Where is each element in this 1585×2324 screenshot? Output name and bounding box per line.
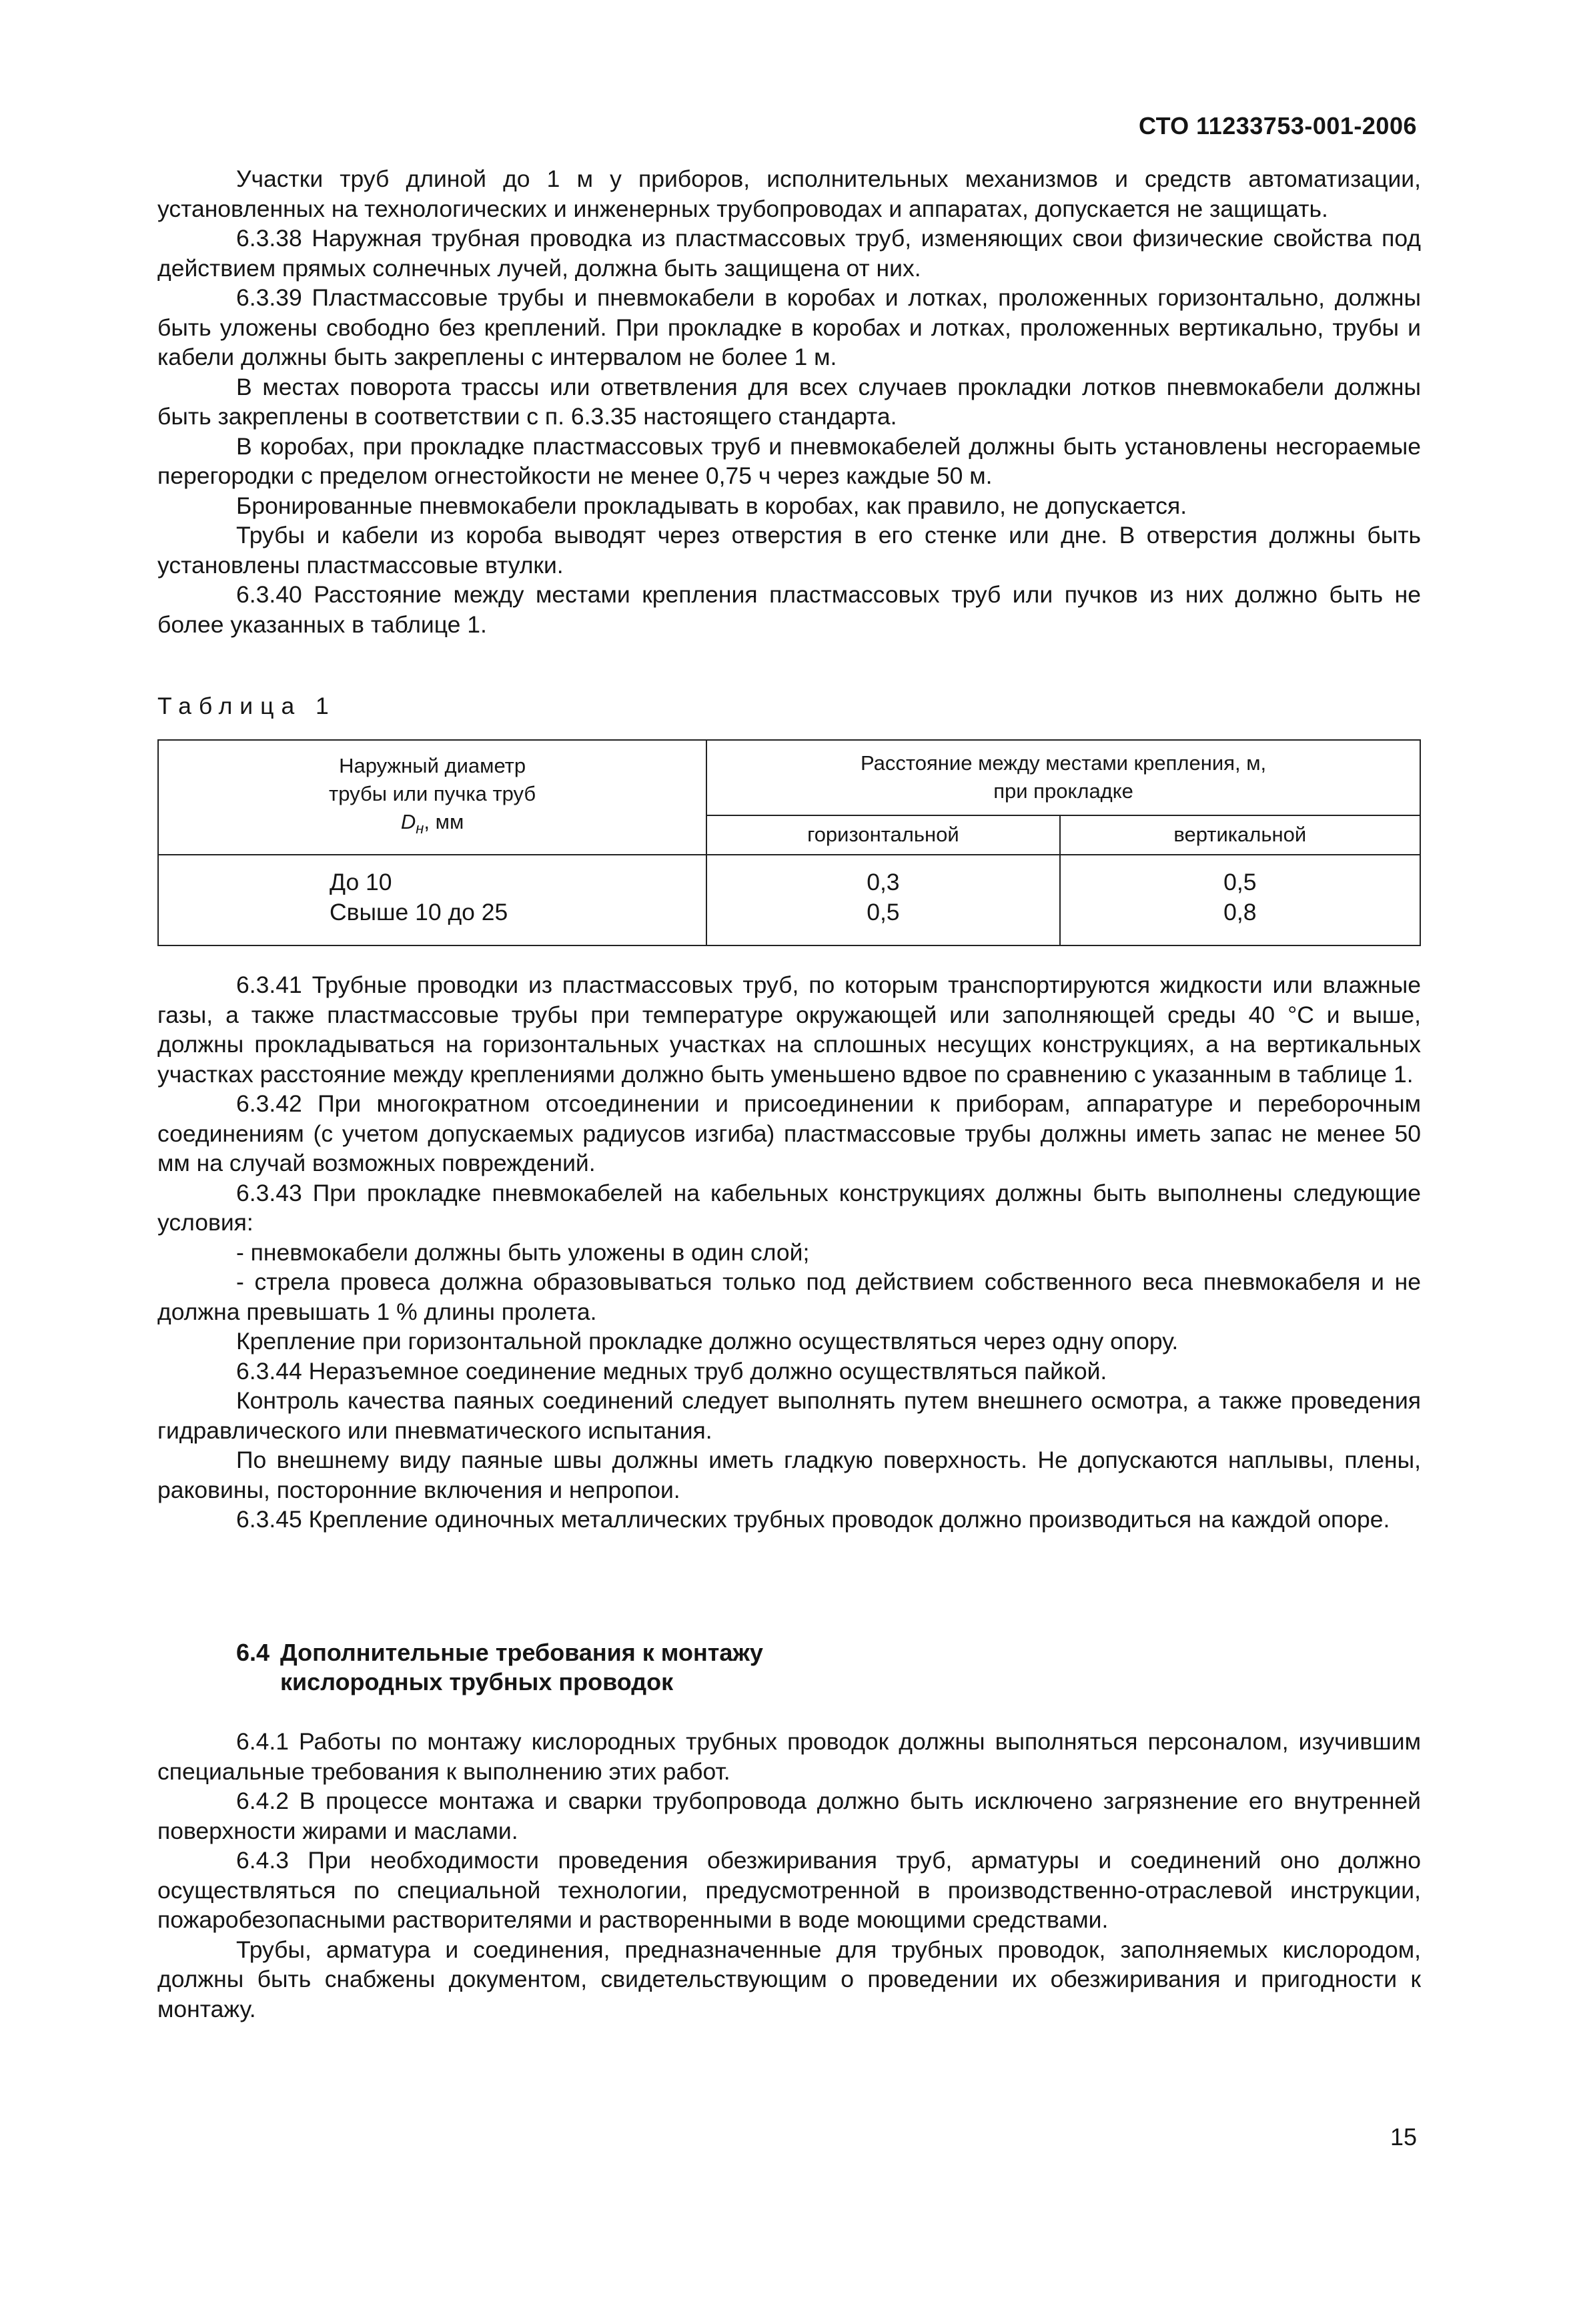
cell-diameter: До 10 Свыше 10 до 25 xyxy=(158,855,706,945)
table-caption: Таблица 1 xyxy=(157,693,336,719)
paragraph: Участки труб длиной до 1 м у приборов, исполнительных механизмов и средств автоматизации, установленных на технологических и инженерных трубопроводах и аппаратах, допускается не защищать. xyxy=(157,165,1421,222)
document-code: СТО 11233753-001-2006 xyxy=(1138,112,1417,139)
paragraph: По внешнему виду паяные швы должны иметь гладкую поверхность. Не допускаются наплывы, плены, раковины, посторонние включения и непропои. xyxy=(157,1447,1421,1503)
paragraph: 6.3.44 Неразъемное соединение медных труб должно осуществляться пайкой. xyxy=(236,1357,1107,1385)
header-distance-group: Расстояние между местами крепления, м, при прокладке xyxy=(706,740,1420,815)
paragraph: 6.3.41 Трубные проводки из пластмассовых труб, по которым транспортируются жидкости или влажные газы, а также пластмассовые трубы при температуре окружающей или заполняющей среды 40 °С и выше, должны прокладываться на горизонтальных участках на сплошных несущих конструкциях, а на вертикальных участках расстояние между креплениями должно быть уменьшено вдвое по сравнению с указанным в таблице 1. xyxy=(157,972,1421,1088)
section-number: 6.4 xyxy=(236,1639,270,1666)
text-block-1 xyxy=(157,164,1421,639)
list-item: - стрела провеса должна образовываться только под действием собственного веса пневмокабеля и не должна превышать 1 % длины пролета. xyxy=(157,1268,1421,1325)
section-heading xyxy=(236,1638,763,1697)
paragraph: Трубы, арматура и соединения, предназначенные для трубных проводок, заполняемых кислородом, должны быть снабжены документом, свидетельствующим о проведении их обезжиривания и пригодности к монтажу. xyxy=(157,1936,1421,2022)
header-diameter: Наружный диаметр трубы или пучка труб $D_н$, мм xyxy=(158,740,706,855)
list-item: - пневмокабели должны быть уложены в один слой; xyxy=(236,1238,810,1266)
paragraph: 6.4.3 При необходимости проведения обезжиривания труб, арматуры и соединений оно должно осуществляться по специальной технологии, предусмотренной в производственно-отраслевой инструкции, пожаробезопасными растворителями и растворенными в воде моющими средствами. xyxy=(157,1847,1421,1933)
cell-horizontal: 0,3 0,5 xyxy=(706,855,1059,945)
text-block-3 xyxy=(157,1727,1421,2024)
paragraph: В коробах, при прокладке пластмассовых труб и пневмокабелей должны быть установлены несгораемые перегородки с пределом огнестойкости не менее 0,75 ч через каждые 50 м. xyxy=(157,432,1421,489)
paragraph: Контроль качества паяных соединений следует выполнять путем внешнего осмотра, а также проведения гидравлического или пневматического испытания. xyxy=(157,1387,1421,1444)
fastening-distance-table xyxy=(157,739,1421,946)
section-title-line1: Дополнительные требования к монтажу xyxy=(280,1639,763,1666)
table-row xyxy=(158,855,1420,945)
paragraph: 6.3.39 Пластмассовые трубы и пневмокабели в коробах и лотках, проложенных горизонтально, должны быть уложены свободно без креплений. При прокладке в коробах и лотках, проложенных вертикально, трубы и кабели должны быть закреплены с интервалом не более 1 м. xyxy=(157,284,1421,370)
page-number: 15 xyxy=(1390,2123,1417,2151)
text-block-2 xyxy=(157,970,1421,1535)
paragraph: Трубы и кабели из короба выводят через отверстия в его стенке или дне. В отверстия должны быть установлены пластмассовые втулки. xyxy=(157,522,1421,578)
header-horizontal: горизонтальной xyxy=(706,815,1059,855)
paragraph: Бронированные пневмокабели прокладывать в коробах, как правило, не допускается. xyxy=(236,492,1187,519)
section-title-line2: кислородных трубных проводок xyxy=(280,1668,674,1695)
paragraph: Крепление при горизонтальной прокладке должно осуществляться через одну опору. xyxy=(236,1328,1179,1354)
paragraph: В местах поворота трассы или ответвления для всех случаев прокладки лотков пневмокабели должны быть закреплены в соответствии с п. 6.3.35 настоящего стандарта. xyxy=(157,373,1421,430)
paragraph: 6.3.38 Наружная трубная проводка из пластмассовых труб, изменяющих свои физические свойства под действием прямых солнечных лучей, должна быть защищена от них. xyxy=(157,225,1421,282)
paragraph: 6.3.45 Крепление одиночных металлических трубных проводок должно производиться на каждой опоре. xyxy=(236,1506,1390,1533)
paragraph: 6.3.40 Расстояние между местами крепления пластмассовых труб или пучков из них должно быть не более указанных в таблице 1. xyxy=(157,581,1421,638)
paragraph: 6.4.1 Работы по монтажу кислородных трубных проводок должны выполняться персоналом, изучившим специальные требования к выполнению этих работ. xyxy=(157,1728,1421,1785)
paragraph: 6.4.2 В процессе монтажа и сварки трубопровода должно быть исключено загрязнение его внутренней поверхности жирами и маслами. xyxy=(157,1788,1421,1844)
table-header-row xyxy=(158,740,1420,815)
cell-vertical: 0,5 0,8 xyxy=(1060,855,1420,945)
paragraph: 6.3.43 При прокладке пневмокабелей на кабельных конструкциях должны быть выполнены следующие условия: xyxy=(157,1179,1421,1236)
header-vertical: вертикальной xyxy=(1060,815,1420,855)
paragraph: 6.3.42 При многократном отсоединении и присоединении к приборам, аппаратуре и переборочным соединениям (с учетом допускаемых радиусов изгиба) пластмассовые трубы должны иметь запас не менее 50 мм на случай возможных повреждений. xyxy=(157,1090,1421,1176)
